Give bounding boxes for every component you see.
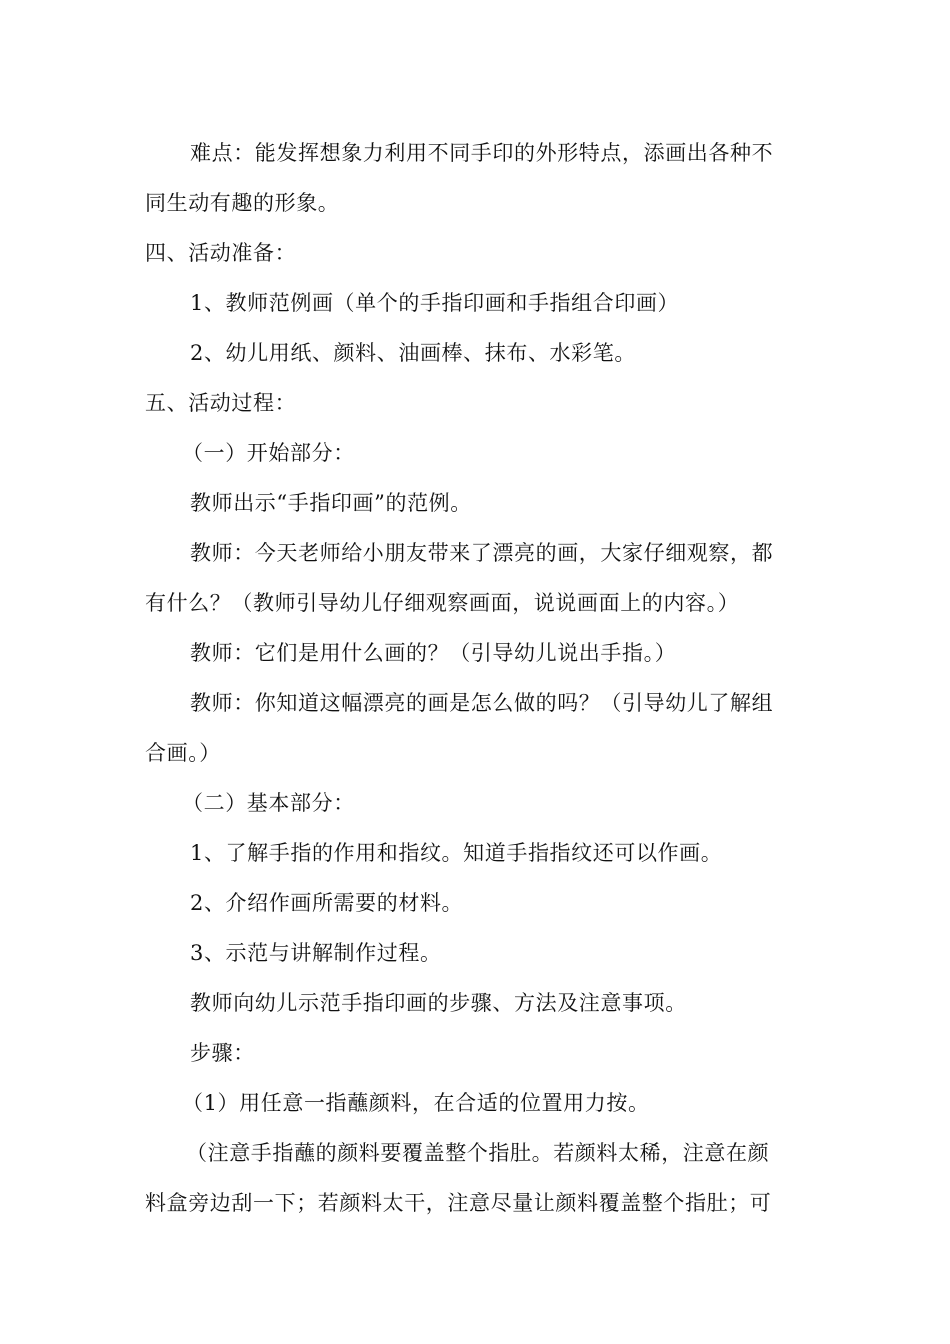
list-item: 2、介绍作画所需要的材料。 (190, 891, 464, 915)
paragraph-line: 合画。） (145, 741, 221, 765)
list-item: 3、示范与讲解制作过程。 (190, 941, 442, 965)
section-heading: 四、活动准备： (145, 241, 297, 265)
list-item: （1）用任意一指蘸颜料，在合适的位置用力按。 (182, 1091, 650, 1115)
paragraph-line: 料盒旁边刮一下；若颜料太干，注意尽量让颜料覆盖整个指肚；可 (145, 1191, 772, 1215)
subsection-heading: （二）基本部分： (182, 791, 355, 815)
list-item: 2、幼儿用纸、颜料、油画棒、抹布、水彩笔。 (190, 341, 636, 365)
paragraph-line: 难点：能发挥想象力利用不同手印的外形特点，添画出各种不 (190, 141, 774, 165)
paragraph-line: 教师：你知道这幅漂亮的画是怎么做的吗？（引导幼儿了解组 (190, 691, 774, 715)
list-item: 1、教师范例画（单个的手指印画和手指组合印画） (190, 291, 680, 315)
paragraph-line: 有什么？（教师引导幼儿仔细观察画面，说说画面上的内容。） (145, 591, 740, 615)
paragraph-line: 教师向幼儿示范手指印画的步骤、方法及注意事项。 (190, 991, 687, 1015)
paragraph-line: 教师出示“手指印画”的范例。 (190, 491, 472, 515)
paragraph-line: 步骤： (190, 1041, 255, 1065)
section-heading: 五、活动过程： (145, 391, 297, 415)
paragraph-line: 同生动有趣的形象。 (145, 191, 340, 215)
paragraph-line: 教师：它们是用什么画的？（引导幼儿说出手指。） (190, 641, 677, 665)
paragraph-line: 教师：今天老师给小朋友带来了漂亮的画，大家仔细观察，都 (190, 541, 774, 565)
subsection-heading: （一）开始部分： (182, 441, 355, 465)
paragraph-line: （注意手指蘸的颜料要覆盖整个指肚。若颜料太稀，注意在颜 (186, 1141, 770, 1165)
list-item: 1、了解手指的作用和指纹。知道手指指纹还可以作画。 (190, 841, 723, 865)
